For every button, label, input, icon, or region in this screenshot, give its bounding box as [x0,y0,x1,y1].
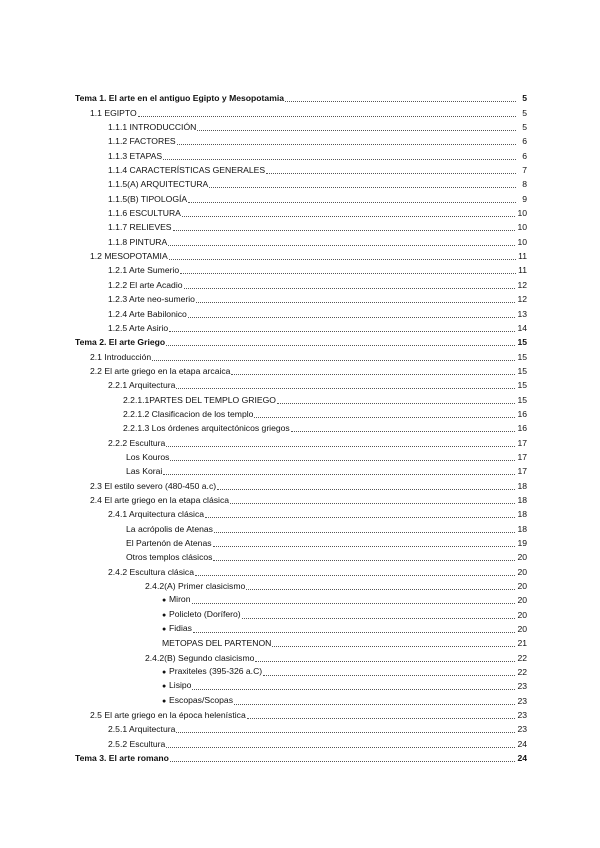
toc-entry-page: 18 [517,523,527,534]
toc-entry-page: 8 [522,179,527,190]
dot-leader [209,185,516,188]
toc-entry-page: 17 [517,437,527,448]
toc-entry[interactable] [75,205,527,219]
toc-entry-page: 7 [522,165,527,176]
bullet-icon: ● [162,669,167,677]
toc-entry-page: 17 [517,451,527,462]
dot-leader [231,372,515,375]
toc-entry-page: 17 [517,466,527,477]
dot-leader [246,587,515,590]
toc-entry-page: 11 [518,265,527,276]
toc-entry-label [108,323,168,334]
toc-entry-page: 21 [517,638,527,649]
dot-leader [184,286,516,289]
toc-entry-label [108,237,167,248]
toc-entry-label [90,710,246,721]
toc-entry-page: 16 [517,423,527,434]
dot-leader [192,687,515,690]
dot-leader [266,171,516,174]
toc-entry[interactable] [75,549,527,563]
toc-entry[interactable] [75,707,527,721]
toc-entry-text: 2.4.2 Escultura clásica [108,566,194,577]
toc-entry[interactable] [75,104,527,118]
toc-entry-text: 2.1 Introducción [90,351,152,362]
toc-entry[interactable] [75,592,527,606]
toc-entry[interactable] [75,578,527,592]
toc-entry-page: 9 [522,193,527,204]
toc-entry-text: 2.4 El arte griego en la etapa clásica [90,494,230,505]
toc-entry-text: 1.1.2 FACTORES [108,136,176,147]
dot-leader [197,128,516,131]
toc-entry-label [90,366,230,377]
toc-entry[interactable] [75,391,527,405]
toc-entry-label [108,136,176,147]
toc-entry-text: 2.3 El estilo severo (480-450 a.c) [90,480,217,491]
dot-leader [177,142,516,145]
bullet-icon: ● [162,683,167,691]
toc-entry-text: 1.2 MESOPOTAMIA [90,251,168,262]
toc-entry-label [108,294,195,305]
dot-leader [188,315,516,318]
toc-entry-page: 20 [517,595,527,606]
toc-entry-page: 14 [517,322,527,333]
dot-leader [169,257,516,260]
toc-entry[interactable] [75,463,527,477]
dot-leader [196,300,515,303]
toc-entry-label [145,653,254,664]
toc-entry-label [108,739,165,750]
toc-entry-label [108,165,265,176]
toc-entry[interactable] [75,162,527,176]
toc-entry-label [108,151,162,162]
toc-entry[interactable] [75,492,527,506]
toc-entry-label [108,509,204,520]
toc-entry-page: 20 [517,609,527,620]
dot-leader [166,444,515,447]
dot-leader [163,472,515,475]
dot-leader [195,573,515,576]
toc-entry-text: 1.1.5(B) TIPOLOGÍA [108,193,188,204]
dot-leader [192,601,516,604]
toc-entry-label [162,638,271,649]
toc-entry-label [108,222,172,233]
toc-entry[interactable] [75,291,527,305]
toc-entry-text: 2.5.1 Arquitectura [108,724,176,735]
dot-leader [152,358,515,361]
toc-entry-page: 5 [522,107,527,118]
dot-leader [166,343,515,346]
toc-entry-label [75,337,165,348]
toc-entry[interactable] [75,520,527,534]
toc-entry-text: 1.2.3 Arte neo-sumerio [108,294,195,305]
toc-entry-page: 23 [517,710,527,721]
toc-entry-label [108,380,175,391]
dot-leader [169,329,515,332]
toc-entry-label [126,552,212,563]
toc-entry[interactable] [75,664,527,678]
toc-entry[interactable] [75,233,527,247]
toc-entry[interactable] [75,377,527,391]
toc-entry[interactable] [75,176,527,190]
toc-entry-label [126,524,213,535]
toc-entry-label [162,609,241,621]
toc-entry-label [75,93,284,104]
toc-entry[interactable] [75,363,527,377]
toc-entry-page: 5 [522,122,527,133]
toc-entry[interactable] [75,535,527,549]
toc-entry-text: Escopas/Scopas [169,694,234,705]
toc-entry-label [123,395,276,406]
toc-entry-label [108,280,183,291]
toc-entry-label [162,695,233,707]
toc-entry-text: 1.1.1 INTRODUCCIÓN [108,122,197,133]
dot-leader [138,114,516,117]
dot-leader [168,243,515,246]
toc-entry-text: Tema 2. El arte Griego [75,337,166,348]
toc-entry[interactable] [75,348,527,362]
toc-entry-page: 23 [517,724,527,735]
bullet-icon: ● [162,597,167,605]
dot-leader [205,515,515,518]
toc-entry[interactable] [75,692,527,706]
dot-leader [166,745,515,748]
toc-entry-page: 18 [517,480,527,491]
toc-entry-label [90,251,168,262]
toc-entry[interactable] [75,506,527,520]
dot-leader [176,386,515,389]
toc-entry-page: 5 [522,93,527,104]
toc-entry-page: 10 [517,208,527,219]
toc-entry-label [90,495,229,506]
toc-entry-text: 2.4.2(B) Segundo clasicismo [145,652,255,663]
toc-entry-text: 2.2 El arte griego en la etapa arcaica [90,365,231,376]
dot-leader [285,99,516,102]
toc-entry-text: Las Korai [126,466,163,477]
dot-leader [254,415,515,418]
dot-leader [230,501,515,504]
toc-entry-label [108,208,181,219]
toc-entry-label [162,680,191,692]
toc-entry[interactable] [75,721,527,735]
toc-entry-text: 1.2.1 Arte Sumerio [108,265,180,276]
toc-entry-text: La acrópolis de Atenas [126,523,213,534]
toc-entry-text: 1.1.7 RELIEVES [108,222,172,233]
toc-entry-text: 1.1.4 CARACTERÍSTICAS GENERALES [108,165,266,176]
dot-leader [182,214,516,217]
toc-entry[interactable] [75,563,527,577]
toc-entry[interactable] [75,420,527,434]
toc-entry-label [126,466,162,477]
dot-leader [291,429,516,432]
toc-entry[interactable] [75,678,527,692]
toc-entry-label [108,179,208,190]
toc-entry-page: 22 [517,667,527,678]
bullet-icon: ● [162,697,167,705]
toc-entry[interactable] [75,477,527,491]
toc-entry-text: Otros templos clásicos [126,552,213,563]
dot-leader [180,271,516,274]
toc-entry-page: 16 [517,408,527,419]
dot-leader [193,630,516,633]
toc-entry-text: 1.2.2 El arte Acadio [108,279,183,290]
dot-leader [217,487,515,490]
toc-entry-text: 1.1.8 PINTURA [108,236,168,247]
toc-entry-page: 23 [517,695,527,706]
toc-entry[interactable] [75,190,527,204]
toc-entry-text: 1.1.3 ETAPAS [108,150,163,161]
toc-entry-page: 20 [517,566,527,577]
toc-entry-text: 2.2.1.1PARTES DEL TEMPLO GRIEGO [123,394,276,405]
toc-entry-text: METOPAS DEL PARTENON [162,638,272,649]
toc-entry-page: 15 [517,394,527,405]
toc-entry-label [162,666,262,678]
toc-entry[interactable] [75,90,527,104]
toc-entry-page: 15 [517,365,527,376]
toc-entry-text: 1.1.6 ESCULTURA [108,208,181,219]
toc-entry[interactable] [75,406,527,420]
toc-entry-text: 2.4.1 Arquitectura clásica [108,509,205,520]
toc-entry-page: 20 [517,581,527,592]
toc-entry-page: 18 [517,494,527,505]
toc-entry-page: 11 [518,251,527,262]
toc-entry-page: 15 [517,351,527,362]
dot-leader [170,458,515,461]
dot-leader [263,673,515,676]
toc-entry-text: 1.1 EGIPTO [90,107,137,118]
toc-entry-text: Policleto (Dorífero) [169,608,241,619]
toc-entry[interactable] [75,248,527,262]
dot-leader [234,702,515,705]
toc-entry-label [162,623,192,635]
toc-entry-page: 24 [517,738,527,749]
toc-entry-page: 10 [517,222,527,233]
toc-entry[interactable] [75,649,527,663]
toc-entry-text: 1.1.5(A) ARQUITECTURA [108,179,209,190]
toc-entry[interactable] [75,449,527,463]
dot-leader [255,659,515,662]
toc-entry-text: 2.5 El arte griego en la época helenística [90,710,246,721]
table-of-contents [75,90,527,764]
dot-leader [214,530,515,533]
toc-entry-text: 2.4.2(A) Primer clasicismo [145,581,246,592]
toc-entry-text: 2.2.1.2 Clasificacion de los templo [123,408,254,419]
toc-entry-label [108,122,196,133]
toc-entry[interactable] [75,219,527,233]
toc-entry-page: 22 [517,652,527,663]
dot-leader [173,228,516,231]
toc-entry[interactable] [75,750,527,764]
toc-entry-page: 6 [522,136,527,147]
toc-entry-text: Miron [169,594,191,605]
dot-leader [213,544,516,547]
toc-entry-text: 2.5.2 Escultura [108,738,166,749]
toc-entry-label [145,581,245,592]
toc-entry-label [90,481,216,492]
toc-entry[interactable] [75,635,527,649]
toc-entry-text: Lisipo [169,680,192,691]
toc-entry-page: 12 [517,294,527,305]
toc-entry-page: 20 [517,552,527,563]
toc-entry[interactable] [75,606,527,620]
toc-entry-page: 13 [517,308,527,319]
toc-entry-page: 15 [517,380,527,391]
toc-entry-text: 2.2.2 Escultura [108,437,166,448]
dot-leader [188,200,516,203]
toc-entry[interactable] [75,305,527,319]
dot-leader [242,616,516,619]
toc-entry-label [108,194,187,205]
dot-leader [272,644,515,647]
toc-entry-text: El Partenón de Atenas [126,538,212,548]
toc-entry[interactable] [75,621,527,635]
toc-entry-label [90,108,137,119]
toc-entry-page: 20 [517,624,527,635]
toc-entry[interactable] [75,735,527,749]
bullet-icon: ● [162,611,167,619]
toc-entry-page: 12 [517,279,527,290]
dot-leader [247,716,516,719]
toc-entry[interactable] [75,119,527,133]
toc-entry[interactable] [75,276,527,290]
toc-entry-label [108,567,194,578]
toc-entry-page: 23 [517,681,527,692]
toc-entry-label [75,753,169,764]
toc-entry-label [90,352,151,363]
dot-leader [176,730,515,733]
toc-entry-page: 15 [517,337,527,348]
toc-entry-page: 18 [517,509,527,520]
toc-entry-text: 1.2.5 Arte Asirio [108,322,169,333]
dot-leader [277,401,515,404]
toc-entry-label [162,594,191,606]
bullet-icon: ● [162,626,167,634]
toc-entry-text: 2.2.1 Arquitectura [108,380,176,391]
toc-entry[interactable] [75,434,527,448]
toc-entry[interactable] [75,147,527,161]
dot-leader [163,157,516,160]
toc-entry-text: 1.2.4 Arte Babilonico [108,308,187,319]
toc-entry-text: 2.2.1.3 Los órdenes arquitectónicos griegos [123,423,290,434]
toc-entry-text: Fidias [169,623,192,634]
toc-entry-text: Praxiteles (395-326 a.C) [169,666,263,677]
toc-entry-page: 6 [522,150,527,161]
toc-entry-text: Tema 3. El arte romano [75,753,169,764]
toc-entry-label [123,423,290,434]
toc-entry-label [108,309,187,320]
toc-entry[interactable] [75,262,527,276]
toc-entry-page: 19 [517,538,527,548]
toc-entry[interactable] [75,320,527,334]
toc-entry-label [123,409,253,420]
dot-leader [170,759,516,762]
toc-entry-label [108,438,165,449]
dot-leader [213,558,515,561]
toc-entry-page: 24 [517,753,527,764]
toc-entry-label [126,538,212,549]
toc-entry[interactable] [75,133,527,147]
toc-entry[interactable] [75,334,527,348]
toc-entry-label [108,265,179,276]
toc-entry-label [126,452,169,463]
toc-entry-text: Los Kouros [126,451,170,462]
toc-entry-text: Tema 1. El arte en el antiguo Egipto y Mesopotamia [75,93,284,104]
toc-entry-label [108,724,175,735]
toc-entry-page: 10 [517,236,527,247]
